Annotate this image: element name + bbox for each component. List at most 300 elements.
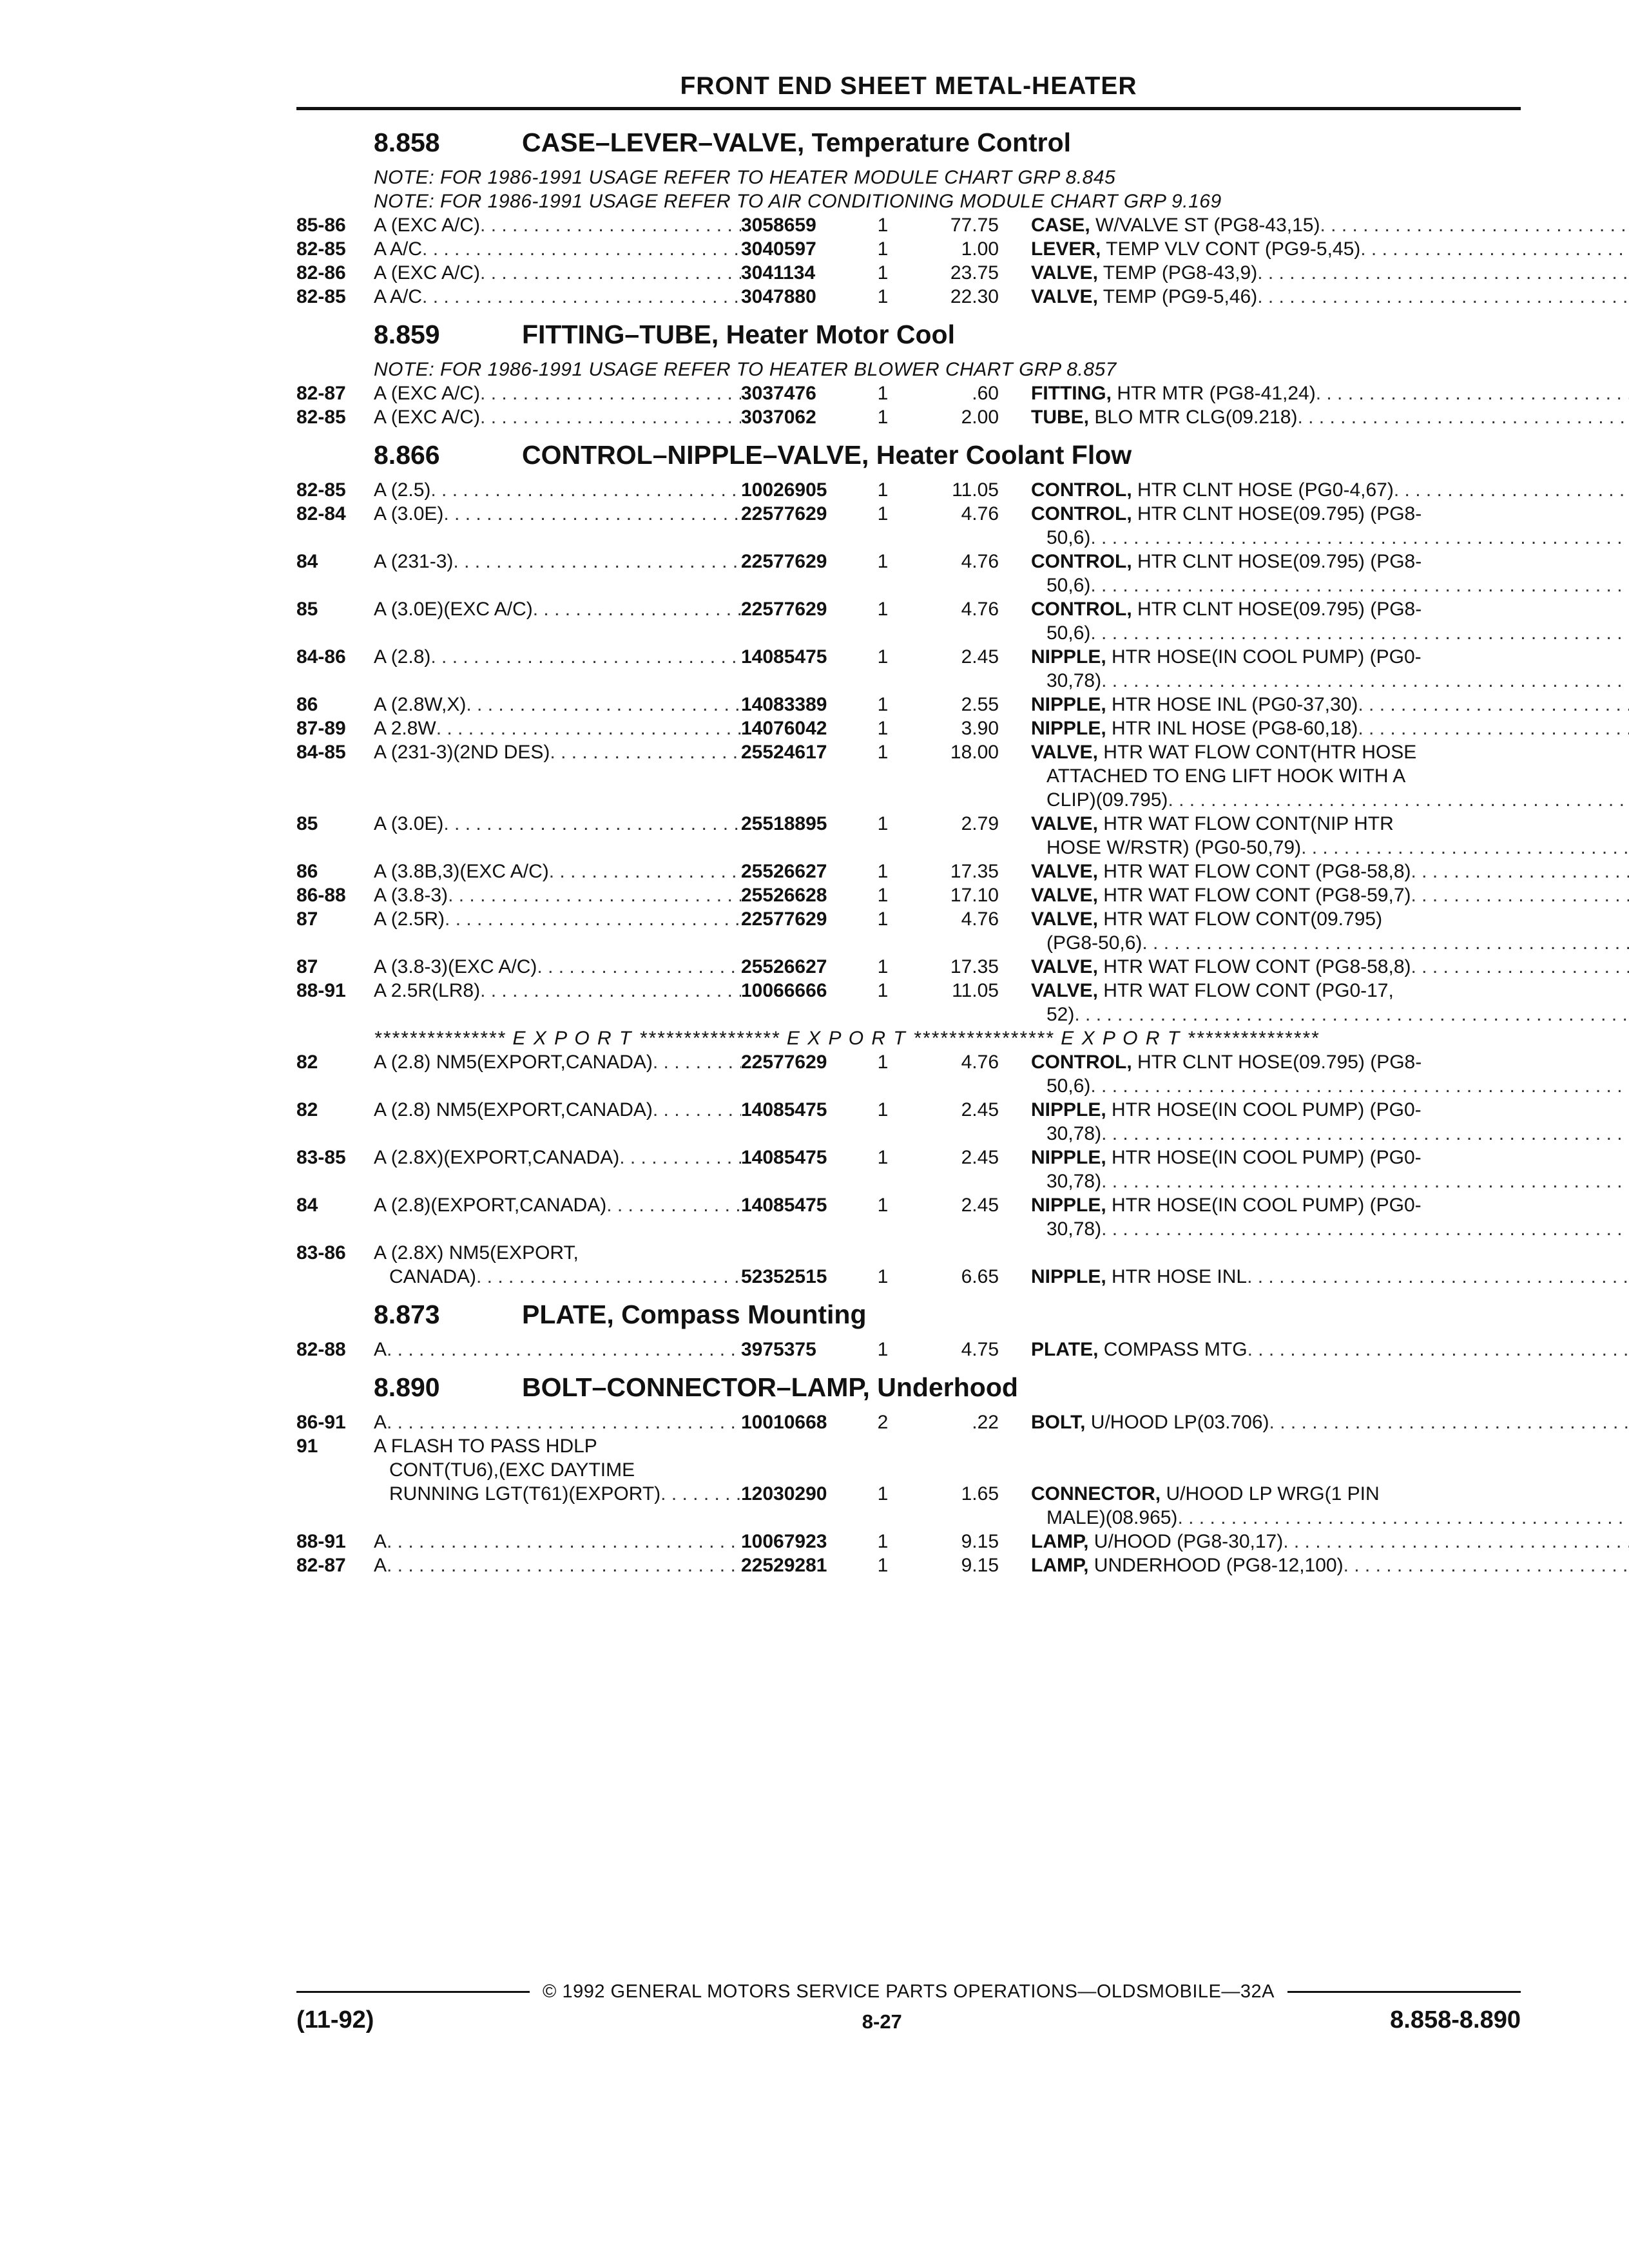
part-row: [296, 405, 1521, 429]
model-year: 85: [296, 813, 318, 834]
price-text: 17.35: [950, 956, 999, 977]
model-application: [374, 597, 741, 645]
model-year: 86: [296, 694, 318, 715]
footer-rule-left: [296, 1991, 530, 1993]
part-description: [1031, 1530, 1629, 1553]
price: [909, 550, 1031, 597]
price-text: 11.05: [952, 479, 999, 501]
price-text: 2.55: [961, 694, 999, 715]
model-year: 82-87: [296, 383, 346, 404]
quantity: [857, 860, 909, 883]
quantity-text: 1: [877, 742, 889, 763]
part-row: [296, 213, 1521, 237]
leader-dots: [1411, 860, 1629, 883]
part-number: [741, 405, 857, 429]
model-year: 82-85: [296, 479, 346, 501]
model-text: A: [374, 1531, 387, 1552]
description-text: CONTROL, HTR CLNT HOSE(09.795) (PG8-: [1031, 1052, 1422, 1073]
part-description: [1031, 716, 1629, 740]
model-application: [374, 883, 741, 907]
group-heading: [296, 311, 1521, 358]
quantity: [857, 1098, 909, 1146]
price-text: 1.65: [961, 1483, 999, 1504]
part-row: [296, 693, 1521, 716]
part-number-text: 14083389: [741, 694, 827, 715]
quantity: [857, 405, 909, 429]
price: [909, 1241, 1031, 1289]
quantity: [857, 213, 909, 237]
leader-dots: [549, 860, 741, 883]
part-number: [741, 237, 857, 261]
part-description: [1031, 1553, 1629, 1577]
model-text: A (3.0E): [374, 813, 444, 834]
model-text: RUNNING LGT(T61)(EXPORT): [389, 1483, 661, 1504]
leader-dots: [1316, 381, 1629, 405]
quantity: [857, 381, 909, 405]
price-text: 4.76: [961, 908, 999, 930]
description-text: LEVER, TEMP VLV CONT (PG9-5,45): [1031, 238, 1361, 260]
part-description: [1031, 740, 1629, 812]
quantity-text: 1: [877, 238, 889, 260]
price-text: 4.75: [961, 1339, 999, 1360]
price-text: 4.76: [961, 503, 999, 524]
description-text: VALVE, HTR WAT FLOW CONT (PG8-58,8): [1031, 861, 1411, 882]
description-text: VALVE, HTR WAT FLOW CONT (PG0-17,: [1031, 980, 1394, 1001]
part-number-text: 14085475: [741, 1099, 827, 1120]
description-text: (PG8-50,6): [1046, 932, 1142, 954]
quantity-text: 1: [877, 885, 889, 906]
price-text: 4.76: [961, 1052, 999, 1073]
part-description: [1031, 1050, 1629, 1098]
part-row: [296, 955, 1521, 979]
part-number-text: 14085475: [741, 646, 827, 668]
leader-dots: [430, 478, 741, 502]
part-number-text: 3037476: [741, 383, 816, 404]
part-number-text: 10026905: [741, 479, 827, 501]
part-number-text: 14085475: [741, 1195, 827, 1216]
leader-dots: [1090, 621, 1629, 645]
leader-dots: [1101, 1169, 1629, 1193]
model-year: 87: [296, 956, 318, 977]
leader-dots: [660, 1482, 741, 1506]
part-number: [741, 1338, 857, 1361]
part-row: [296, 550, 1521, 597]
price: [909, 405, 1031, 429]
quantity: [857, 716, 909, 740]
price-text: 17.10: [950, 885, 999, 906]
model-year: 82-85: [296, 407, 346, 428]
part-description: [1031, 1098, 1629, 1146]
part-number: [741, 1050, 857, 1098]
model-year: 82: [296, 1099, 318, 1120]
model-text: A A/C: [374, 238, 423, 260]
part-description: [1031, 1338, 1629, 1361]
price: [909, 645, 1031, 693]
part-row: [296, 812, 1521, 860]
model-application: [374, 979, 741, 1026]
price-text: 6.65: [961, 1266, 999, 1287]
price: [909, 907, 1031, 955]
description-text: CLIP)(09.795): [1046, 789, 1168, 811]
price-text: 1.00: [961, 238, 999, 260]
model-year: 86-91: [296, 1412, 346, 1433]
part-description: [1031, 1410, 1629, 1434]
quantity-text: 1: [877, 503, 889, 524]
part-number-text: 22529281: [741, 1555, 827, 1576]
group-heading: [296, 119, 1521, 166]
group-heading: [296, 1364, 1521, 1410]
part-row: [296, 1338, 1521, 1361]
model-application: [374, 1146, 741, 1193]
leader-dots: [443, 812, 741, 836]
page-footer: [296, 1981, 1521, 2034]
quantity-text: 1: [877, 646, 889, 668]
model-text: A (2.5): [374, 479, 431, 501]
model-application: [374, 1193, 741, 1241]
model-application: [374, 1241, 741, 1289]
export-banner: *************** E X P O R T **************** E X P O R T **************** E X P O R T ***************: [374, 1028, 1320, 1049]
description-text: VALVE, HTR WAT FLOW CONT(NIP HTR: [1031, 813, 1394, 834]
quantity: [857, 693, 909, 716]
quantity: [857, 883, 909, 907]
model-application: [374, 907, 741, 955]
quantity: [857, 285, 909, 309]
group-number: 8.890: [374, 1372, 440, 1402]
description-text: BOLT, U/HOOD LP(03.706): [1031, 1412, 1269, 1433]
part-number-text: 25518895: [741, 813, 827, 834]
part-description: [1031, 979, 1629, 1026]
part-number: [741, 1193, 857, 1241]
model-year: 82-85: [296, 238, 346, 260]
part-description: [1031, 1193, 1629, 1241]
part-number-text: 25526628: [741, 885, 827, 906]
leader-dots: [1142, 931, 1629, 955]
part-number-text: 25524617: [741, 742, 827, 763]
price-text: .60: [972, 383, 999, 404]
quantity-text: 1: [877, 1531, 889, 1552]
leader-dots: [1358, 716, 1629, 740]
model-application: [374, 502, 741, 550]
part-number: [741, 645, 857, 693]
group-title: BOLT–CONNECTOR–LAMP, Underhood: [522, 1372, 1018, 1402]
description-text: VALVE, TEMP (PG8-43,9): [1031, 262, 1258, 284]
price: [909, 1410, 1031, 1434]
header-rule: [296, 107, 1521, 110]
description-text: NIPPLE, HTR HOSE(IN COOL PUMP) (PG0-: [1031, 1099, 1422, 1120]
model-year: 87: [296, 908, 318, 930]
description-text: 50,6): [1046, 575, 1091, 596]
description-text: NIPPLE, HTR INL HOSE (PG8-60,18): [1031, 718, 1358, 739]
model-year: 82-84: [296, 503, 346, 524]
part-description: [1031, 550, 1629, 597]
part-number-text: 22577629: [741, 1052, 827, 1073]
price: [909, 597, 1031, 645]
price-text: 4.76: [961, 551, 999, 572]
price-text: 2.45: [961, 1147, 999, 1168]
model-text: CANADA): [389, 1266, 477, 1287]
part-number-text: 22577629: [741, 551, 827, 572]
quantity-text: 1: [877, 718, 889, 739]
leader-dots: [480, 405, 741, 429]
description-text: PLATE, COMPASS MTG: [1031, 1339, 1248, 1360]
leader-dots: [466, 693, 741, 716]
part-number: [741, 381, 857, 405]
part-number-text: 52352515: [741, 1266, 827, 1287]
quantity: [857, 1241, 909, 1289]
leader-dots: [1320, 213, 1629, 237]
description-text: VALVE, TEMP (PG9-5,46): [1031, 286, 1258, 307]
price: [909, 740, 1031, 812]
quantity: [857, 812, 909, 860]
part-row: [296, 1530, 1521, 1553]
price: [909, 237, 1031, 261]
leader-dots: [606, 1193, 741, 1217]
part-description: [1031, 1146, 1629, 1193]
price-text: 9.15: [961, 1555, 999, 1576]
model-application: [374, 1098, 741, 1146]
quantity: [857, 1193, 909, 1241]
model-year: 85-86: [296, 215, 346, 236]
description-text: 30,78): [1046, 670, 1102, 691]
leader-dots: [387, 1553, 741, 1577]
leader-dots: [1360, 237, 1629, 261]
part-description: [1031, 405, 1629, 429]
quantity-text: 2: [877, 1412, 889, 1433]
description-text: VALVE, HTR WAT FLOW CONT (PG8-59,7): [1031, 885, 1411, 906]
part-number-text: 22577629: [741, 908, 827, 930]
part-row: [296, 237, 1521, 261]
description-text: ATTACHED TO ENG LIFT HOOK WITH A: [1046, 765, 1406, 787]
price-text: 2.45: [961, 1195, 999, 1216]
model-year: 87-89: [296, 718, 346, 739]
price-text: 18.00: [950, 742, 999, 763]
description-text: CONNECTOR, U/HOOD LP WRG(1 PIN: [1031, 1483, 1380, 1504]
leader-dots: [1090, 526, 1629, 550]
part-description: [1031, 1241, 1629, 1289]
model-year: 86: [296, 861, 318, 882]
model-year: 85: [296, 599, 318, 620]
description-text: 50,6): [1046, 622, 1091, 644]
model-application: [374, 812, 741, 860]
quantity-text: 1: [877, 1052, 889, 1073]
quantity: [857, 740, 909, 812]
group-title: PLATE, Compass Mounting: [522, 1299, 867, 1329]
model-year: 84-86: [296, 646, 346, 668]
description-text: NIPPLE, HTR HOSE(IN COOL PUMP) (PG0-: [1031, 1147, 1422, 1168]
description-text: FITTING, HTR MTR (PG8-41,24): [1031, 383, 1316, 404]
group-note: NOTE: FOR 1986-1991 USAGE REFER TO HEATER MODULE CHART GRP 8.845: [374, 167, 1116, 188]
part-number-text: 25526627: [741, 956, 827, 977]
model-year: 84: [296, 551, 318, 572]
description-text: VALVE, HTR WAT FLOW CONT (PG8-58,8): [1031, 956, 1411, 977]
part-number: [741, 550, 857, 597]
model-application: [374, 645, 741, 693]
part-number-text: 3040597: [741, 238, 816, 260]
model-text: A (2.8X)(EXPORT,CANADA): [374, 1147, 620, 1168]
part-description: [1031, 812, 1629, 860]
price: [909, 261, 1031, 285]
model-application: [374, 860, 741, 883]
leader-dots: [1248, 1338, 1629, 1361]
part-number-text: 3037062: [741, 407, 816, 428]
part-number: [741, 213, 857, 237]
leader-dots: [1411, 883, 1629, 907]
description-text: CONTROL, HTR CLNT HOSE(09.795) (PG8-: [1031, 551, 1422, 572]
leader-dots: [480, 381, 741, 405]
leader-dots: [1168, 788, 1629, 812]
model-text: A FLASH TO PASS HDLP: [374, 1436, 597, 1457]
leader-dots: [453, 550, 741, 573]
part-row: [296, 883, 1521, 907]
quantity: [857, 1050, 909, 1098]
model-application: [374, 478, 741, 502]
quantity-text: 1: [877, 694, 889, 715]
part-row: [296, 979, 1521, 1026]
quantity: [857, 261, 909, 285]
price: [909, 381, 1031, 405]
leader-dots: [448, 883, 741, 907]
model-year: 82-86: [296, 262, 346, 284]
part-row: [296, 1146, 1521, 1193]
model-year: 82-85: [296, 286, 346, 307]
part-description: [1031, 693, 1629, 716]
leader-dots: [1101, 1122, 1629, 1146]
price-text: 22.30: [950, 286, 999, 307]
model-text: A (3.0E): [374, 503, 444, 524]
part-row: [296, 381, 1521, 405]
part-number: [741, 907, 857, 955]
description-text: 30,78): [1046, 1171, 1102, 1192]
part-number: [741, 860, 857, 883]
quantity: [857, 645, 909, 693]
model-year: 82: [296, 1052, 318, 1073]
model-text: A A/C: [374, 286, 423, 307]
model-year: 83-86: [296, 1242, 346, 1264]
description-text: NIPPLE, HTR HOSE INL (PG0-37,30): [1031, 694, 1358, 715]
model-year: 82-88: [296, 1339, 346, 1360]
description-text: CASE, W/VALVE ST (PG8-43,15): [1031, 215, 1320, 236]
model-application: [374, 1410, 741, 1434]
quantity-text: 1: [877, 1147, 889, 1168]
leader-dots: [1269, 1410, 1629, 1434]
page-number: 8-27: [862, 2010, 902, 2033]
part-description: [1031, 1434, 1629, 1530]
part-row: [296, 261, 1521, 285]
price-text: .22: [972, 1412, 999, 1433]
description-text: 30,78): [1046, 1218, 1102, 1240]
price-text: 2.45: [961, 646, 999, 668]
leader-dots: [1411, 955, 1629, 979]
revision-date: (11-92): [296, 2006, 374, 2033]
model-application: [374, 237, 741, 261]
description-text: CONTROL, HTR CLNT HOSE(09.795) (PG8-: [1031, 599, 1422, 620]
part-number: [741, 979, 857, 1026]
description-text: 30,78): [1046, 1123, 1102, 1144]
quantity-text: 1: [877, 1339, 889, 1360]
leader-dots: [653, 1098, 741, 1122]
part-row: [296, 478, 1521, 502]
model-application: [374, 740, 741, 812]
model-application: [374, 550, 741, 597]
model-text: A (2.8): [374, 646, 431, 668]
price: [909, 285, 1031, 309]
part-description: [1031, 597, 1629, 645]
group-number: 8.866: [374, 439, 440, 470]
price-text: 2.00: [961, 407, 999, 428]
part-number: [741, 502, 857, 550]
model-application: [374, 381, 741, 405]
quantity-text: 1: [877, 551, 889, 572]
leader-dots: [1358, 693, 1629, 716]
price: [909, 716, 1031, 740]
price: [909, 955, 1031, 979]
part-number: [741, 1241, 857, 1289]
description-text: VALVE, HTR WAT FLOW CONT(09.795): [1031, 908, 1383, 930]
part-number-text: 12030290: [741, 1483, 827, 1504]
quantity: [857, 1530, 909, 1553]
group-number: 8.858: [374, 127, 440, 157]
model-application: [374, 955, 741, 979]
quantity: [857, 237, 909, 261]
model-text: A: [374, 1412, 387, 1433]
quantity-text: 1: [877, 1195, 889, 1216]
price: [909, 1530, 1031, 1553]
price: [909, 1193, 1031, 1241]
leader-dots: [533, 597, 741, 621]
model-text: A (2.5R): [374, 908, 445, 930]
leader-dots: [436, 716, 741, 740]
part-row: [296, 502, 1521, 550]
description-text: 50,6): [1046, 527, 1091, 548]
price: [909, 213, 1031, 237]
part-number-text: 10067923: [741, 1531, 827, 1552]
leader-dots: [537, 955, 741, 979]
description-text: 50,6): [1046, 1075, 1091, 1097]
model-text: A (231-3)(2ND DES): [374, 742, 550, 763]
part-row: [296, 716, 1521, 740]
part-number: [741, 812, 857, 860]
part-description: [1031, 645, 1629, 693]
part-number-text: 3047880: [741, 286, 816, 307]
part-description: [1031, 502, 1629, 550]
model-year: 82-87: [296, 1555, 346, 1576]
quantity: [857, 955, 909, 979]
part-number: [741, 285, 857, 309]
part-description: [1031, 381, 1629, 405]
quantity: [857, 1434, 909, 1530]
part-number: [741, 1410, 857, 1434]
quantity-text: 1: [877, 383, 889, 404]
price: [909, 979, 1031, 1026]
part-description: [1031, 285, 1629, 309]
leader-dots: [1090, 1074, 1629, 1098]
leader-dots: [1247, 1265, 1629, 1289]
model-application: [374, 1434, 741, 1530]
price: [909, 1146, 1031, 1193]
quantity-text: 1: [877, 286, 889, 307]
model-text: A (3.8B,3)(EXC A/C): [374, 861, 549, 882]
description-text: VALVE, HTR WAT FLOW CONT(HTR HOSE: [1031, 742, 1417, 763]
part-number: [741, 1146, 857, 1193]
price: [909, 478, 1031, 502]
footer-rule-right: [1287, 1991, 1521, 1993]
model-text: A: [374, 1339, 387, 1360]
price-text: 77.75: [950, 215, 999, 236]
part-row: [296, 1410, 1521, 1434]
quantity-text: 1: [877, 908, 889, 930]
part-description: [1031, 478, 1629, 502]
model-text: A (2.8) NM5(EXPORT,CANADA): [374, 1052, 653, 1073]
